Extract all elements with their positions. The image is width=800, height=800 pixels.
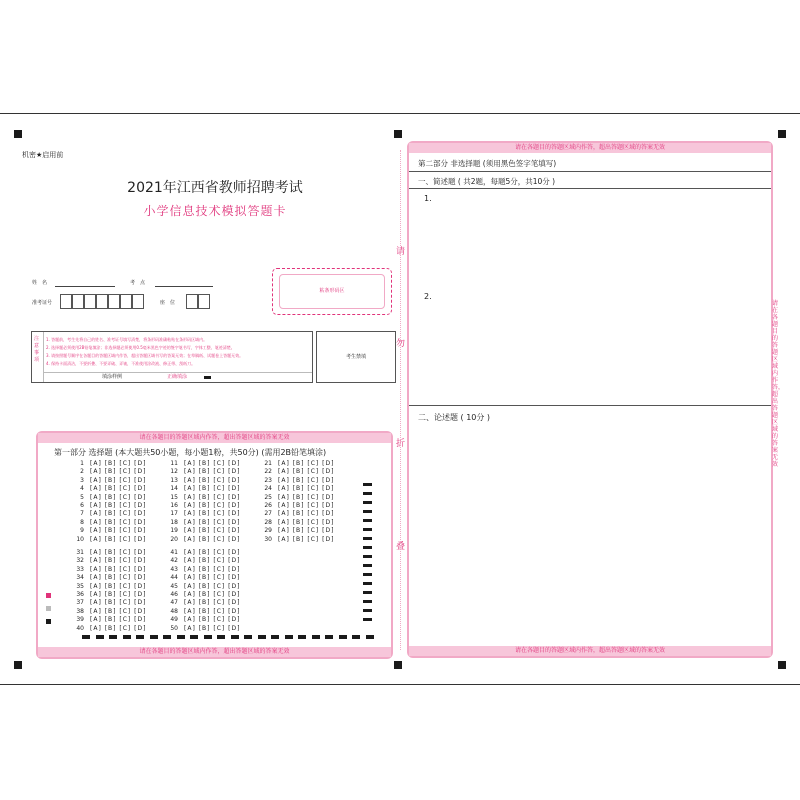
registration-mark: [394, 130, 402, 138]
timing-mark: [150, 635, 158, 639]
timing-mark: [366, 635, 374, 639]
fold-dotted-line: [400, 150, 401, 650]
question-number: 36: [76, 591, 84, 598]
answer-bubbles[interactable]: [A] [B] [C] [D]: [184, 607, 241, 615]
timing-mark: [217, 635, 225, 639]
answer-bubbles[interactable]: [A] [B] [C] [D]: [90, 502, 147, 509]
fold-warning-char: 折: [396, 439, 406, 449]
registration-mark: [14, 130, 22, 138]
timing-mark: [163, 635, 171, 639]
side-warning: 请在各题目的答题区域内作答，超出答题区域的答案无效: [772, 300, 785, 468]
answer-bubbles[interactable]: [A] [B] [C] [D]: [90, 557, 147, 565]
timing-mark: [352, 635, 360, 639]
absent-label: 考生禁填: [345, 354, 366, 360]
timing-mark: [363, 555, 372, 558]
answer-bubbles[interactable]: [A] [B] [C] [D]: [184, 460, 241, 467]
question-number: 42: [170, 557, 178, 565]
essay-answer-area[interactable]: [419, 426, 759, 641]
timing-mark: [82, 635, 90, 639]
answer-bubbles[interactable]: [A] [B] [C] [D]: [278, 468, 335, 476]
ticket-label: 准考证号: [32, 300, 53, 306]
timing-mark: [339, 635, 347, 639]
timing-mark: [363, 483, 372, 486]
part1-warning-bottom: 请在各题目的答题区域内作答，超出答题区域的答案无效: [38, 647, 391, 657]
question-number: 5: [80, 493, 84, 501]
answer-bubbles[interactable]: [A] [B] [C] [D]: [278, 460, 335, 467]
question-number: 41: [170, 549, 178, 556]
question-number: 47: [170, 599, 178, 607]
answer-bubbles[interactable]: [A] [B] [C] [D]: [90, 599, 147, 607]
registration-mark: [14, 661, 22, 669]
timing-mark: [231, 635, 239, 639]
question-number: 14: [170, 485, 178, 493]
absent-box[interactable]: [316, 331, 396, 383]
question-2-answer-area[interactable]: [419, 303, 759, 398]
answer-bubbles[interactable]: [A] [B] [C] [D]: [184, 535, 241, 543]
part1-warning-top: 请在各题目的答题区域内作答，超出答题区域的答案无效: [38, 433, 391, 443]
note-item: 3. 请按照题号顺序在各题目的答题区域内作答，超出答题区域书写的答案无效；在草稿纸、试题卷上答题无效。: [46, 353, 244, 358]
indicator-mark: [46, 606, 51, 611]
question-number: 4: [80, 485, 84, 493]
timing-mark: [363, 492, 372, 495]
question-number: 30: [264, 535, 272, 543]
question-number: 23: [264, 476, 272, 484]
question-number: 49: [170, 616, 178, 624]
seat-digit-box[interactable]: [186, 294, 198, 309]
timing-mark: [363, 537, 372, 540]
answer-bubbles[interactable]: [A] [B] [C] [D]: [278, 502, 335, 509]
question-number: 33: [76, 565, 84, 573]
question-number: 10: [76, 535, 84, 543]
timing-mark: [285, 635, 293, 639]
part2-title: 第二部分 非选择题 (须用黑色签字笔填写): [418, 159, 557, 168]
answer-bubbles[interactable]: [A] [B] [C] [D]: [184, 485, 241, 493]
timing-mark: [123, 635, 131, 639]
answer-bubbles[interactable]: [A] [B] [C] [D]: [184, 527, 241, 535]
fill-example-label: 填涂样例: [102, 374, 123, 380]
question-number: 20: [170, 535, 178, 543]
answer-bubbles[interactable]: [A] [B] [C] [D]: [184, 468, 241, 476]
answer-bubbles[interactable]: [A] [B] [C] [D]: [278, 527, 335, 535]
timing-mark: [190, 635, 198, 639]
question-number: 27: [264, 510, 272, 518]
question-number: 45: [170, 582, 178, 590]
timing-mark: [298, 635, 306, 639]
question-number: 31: [76, 549, 84, 556]
answer-bubbles[interactable]: [A] [B] [C] [D]: [278, 510, 335, 518]
question-2-label: 2.: [424, 292, 432, 301]
answer-bubbles[interactable]: [A] [B] [C] [D]: [184, 616, 241, 624]
question-number: 16: [170, 502, 178, 509]
name-label: 姓 名: [32, 280, 48, 286]
timing-mark: [363, 600, 372, 603]
answer-bubbles[interactable]: [A] [B] [C] [D]: [90, 591, 147, 598]
timing-mark: [271, 635, 279, 639]
answer-bubbles[interactable]: [A] [B] [C] [D]: [90, 574, 147, 582]
question-number: 44: [170, 574, 178, 582]
question-number: 18: [170, 518, 178, 526]
question-number: 12: [170, 468, 178, 476]
filled-bubble-example: [204, 376, 211, 379]
ticket-digit-box[interactable]: [120, 294, 132, 309]
part1-panel: [36, 431, 393, 659]
answer-bubbles[interactable]: [A] [B] [C] [D]: [90, 518, 147, 526]
ticket-digit-box[interactable]: [72, 294, 84, 309]
barcode-area: [272, 268, 392, 315]
timing-mark: [363, 501, 372, 504]
answer-bubbles[interactable]: [A] [B] [C] [D]: [278, 493, 335, 501]
part1-title: 第一部分 选择题 (本大题共50小题，每小题1粉，共50分) (需用2B铅笔填涂): [54, 448, 327, 457]
registration-mark: [778, 661, 786, 669]
timing-mark: [363, 519, 372, 522]
answer-bubbles[interactable]: [A] [B] [C] [D]: [278, 535, 335, 543]
answer-bubbles[interactable]: [A] [B] [C] [D]: [184, 476, 241, 484]
answer-bubbles[interactable]: [A] [B] [C] [D]: [184, 493, 241, 501]
timing-mark: [363, 564, 372, 567]
timing-mark: [109, 635, 117, 639]
indicator-mark: [46, 619, 51, 624]
card-subtitle: 小学信息技术模拟答题卡: [143, 204, 287, 218]
answer-bubbles[interactable]: [A] [B] [C] [D]: [184, 549, 241, 556]
question-number: 3: [80, 476, 84, 484]
page-number: 1: [398, 663, 402, 670]
timing-mark: [325, 635, 333, 639]
question-number: 8: [80, 518, 84, 526]
answer-bubbles[interactable]: [A] [B] [C] [D]: [90, 624, 147, 632]
question-1-label: 1.: [424, 194, 432, 203]
question-number: 6: [80, 502, 84, 509]
section2-title: 二、论述题 ( 10分 ): [418, 413, 491, 422]
answer-bubbles[interactable]: [A] [B] [C] [D]: [90, 493, 147, 501]
secret-label: 机密★启用前: [22, 151, 64, 159]
question-number: 17: [170, 510, 178, 518]
question-number: 24: [264, 485, 272, 493]
question-number: 19: [170, 527, 178, 535]
timing-mark: [363, 609, 372, 612]
answer-bubbles[interactable]: [A] [B] [C] [D]: [278, 518, 335, 526]
ticket-digit-box[interactable]: [132, 294, 144, 309]
ticket-digit-box[interactable]: [108, 294, 120, 309]
question-number: 7: [80, 510, 84, 518]
answer-bubbles[interactable]: [A] [B] [C] [D]: [184, 599, 241, 607]
timing-mark: [177, 635, 185, 639]
answer-bubbles[interactable]: [A] [B] [C] [D]: [90, 485, 147, 493]
answer-bubbles[interactable]: [A] [B] [C] [D]: [90, 527, 147, 535]
question-number: 43: [170, 565, 178, 573]
answer-bubbles[interactable]: [A] [B] [C] [D]: [184, 574, 241, 582]
question-1-answer-area[interactable]: [419, 205, 759, 285]
timing-mark: [363, 546, 372, 549]
question-number: 38: [76, 607, 84, 615]
answer-bubbles[interactable]: [A] [B] [C] [D]: [184, 518, 241, 526]
question-number: 1: [80, 460, 84, 467]
ticket-digit-box[interactable]: [84, 294, 96, 309]
name-field[interactable]: [55, 286, 115, 287]
question-number: 26: [264, 502, 272, 509]
question-number: 13: [170, 476, 178, 484]
question-number: 37: [76, 599, 84, 607]
answer-bubbles[interactable]: [A] [B] [C] [D]: [90, 476, 147, 484]
question-number: 15: [170, 493, 178, 501]
question-number: 11: [170, 460, 178, 467]
question-number: 39: [76, 616, 84, 624]
answer-bubbles[interactable]: [A] [B] [C] [D]: [90, 616, 147, 624]
answer-bubbles[interactable]: [A] [B] [C] [D]: [90, 535, 147, 543]
timing-mark: [204, 635, 212, 639]
answer-bubbles[interactable]: [A] [B] [C] [D]: [278, 485, 335, 493]
indicator-mark: [46, 593, 51, 598]
answer-bubbles[interactable]: [A] [B] [C] [D]: [90, 460, 147, 467]
question-number: 2: [80, 468, 84, 476]
answer-bubbles[interactable]: [A] [B] [C] [D]: [184, 582, 241, 590]
timing-mark: [363, 591, 372, 594]
timing-mark: [363, 510, 372, 513]
note-item: 2. 选择题必须使用2B铅笔填涂；非选择题必须使用0.5毫米黑色字迹的签字笔书写，字体工整、笔迹清楚。: [46, 345, 235, 350]
question-number: 22: [264, 468, 272, 476]
answer-bubbles[interactable]: [A] [B] [C] [D]: [90, 549, 147, 556]
timing-mark: [258, 635, 266, 639]
answer-bubbles[interactable]: [A] [B] [C] [D]: [90, 468, 147, 476]
seat-digit-box[interactable]: [198, 294, 210, 309]
timing-mark: [96, 635, 104, 639]
ticket-digit-box[interactable]: [60, 294, 72, 309]
question-number: 46: [170, 591, 178, 598]
note-item: 4. 保持卡面清洁，不要折叠、不要弄破、弄皱，不准使用涂改液、修正带、刮纸刀。: [46, 361, 196, 366]
ticket-digit-box[interactable]: [96, 294, 108, 309]
site-label: 考 点: [130, 280, 146, 286]
answer-bubbles[interactable]: [A] [B] [C] [D]: [90, 582, 147, 590]
question-number: 34: [76, 574, 84, 582]
correct-fill-label: 正确填涂: [167, 374, 188, 380]
timing-mark: [363, 573, 372, 576]
question-number: 29: [264, 527, 272, 535]
answer-bubbles[interactable]: [A] [B] [C] [D]: [278, 476, 335, 484]
question-number: 48: [170, 607, 178, 615]
part2-warning-bottom: 请在各题目的答题区域内作答，超出答题区域的答案无效: [409, 646, 771, 656]
exam-title: 2021年江西省教师招聘考试: [127, 180, 303, 196]
seat-label: 座 位: [160, 300, 176, 306]
fold-warning-char: 请: [396, 247, 406, 257]
question-number: 35: [76, 582, 84, 590]
note-item: 1. 答题前，考生先将自己的姓名、准考证号填写清楚，将条形码准确粘贴在条形码区域内。: [46, 337, 208, 342]
section1-title: 一、简述题 ( 共2题，每题5分，共10分 ): [418, 177, 556, 186]
question-number: 50: [170, 624, 178, 632]
question-number: 40: [76, 624, 84, 632]
fold-warning-char: 叠: [396, 542, 406, 552]
notes-box: [31, 331, 313, 383]
question-number: 9: [80, 527, 84, 535]
answer-bubbles[interactable]: [A] [B] [C] [D]: [184, 510, 241, 518]
timing-mark: [363, 618, 372, 621]
answer-bubbles[interactable]: [A] [B] [C] [D]: [184, 624, 241, 632]
answer-bubbles[interactable]: [A] [B] [C] [D]: [90, 510, 147, 518]
answer-bubbles[interactable]: [A] [B] [C] [D]: [184, 565, 241, 573]
barcode-label: 粘条形码区: [319, 288, 345, 294]
answer-bubbles[interactable]: [A] [B] [C] [D]: [184, 557, 241, 565]
part2-warning-top: 请在各题目的答题区域内作答，超出答题区域的答案无效: [409, 143, 771, 153]
answer-bubbles[interactable]: [A] [B] [C] [D]: [184, 502, 241, 509]
answer-bubbles[interactable]: [A] [B] [C] [D]: [90, 565, 147, 573]
question-number: 21: [264, 460, 272, 467]
timing-mark: [312, 635, 320, 639]
part2-panel: [407, 141, 773, 658]
notes-side-label: 注意事项: [34, 336, 40, 363]
timing-mark: [244, 635, 252, 639]
answer-bubbles[interactable]: [A] [B] [C] [D]: [90, 607, 147, 615]
site-field[interactable]: [155, 286, 213, 287]
timing-mark: [363, 582, 372, 585]
question-number: 28: [264, 518, 272, 526]
question-number: 32: [76, 557, 84, 565]
registration-mark: [778, 130, 786, 138]
question-number: 25: [264, 493, 272, 501]
timing-mark: [136, 635, 144, 639]
answer-bubbles[interactable]: [A] [B] [C] [D]: [184, 591, 241, 598]
fold-warning-char: 勿: [396, 339, 406, 349]
timing-mark: [363, 528, 372, 531]
